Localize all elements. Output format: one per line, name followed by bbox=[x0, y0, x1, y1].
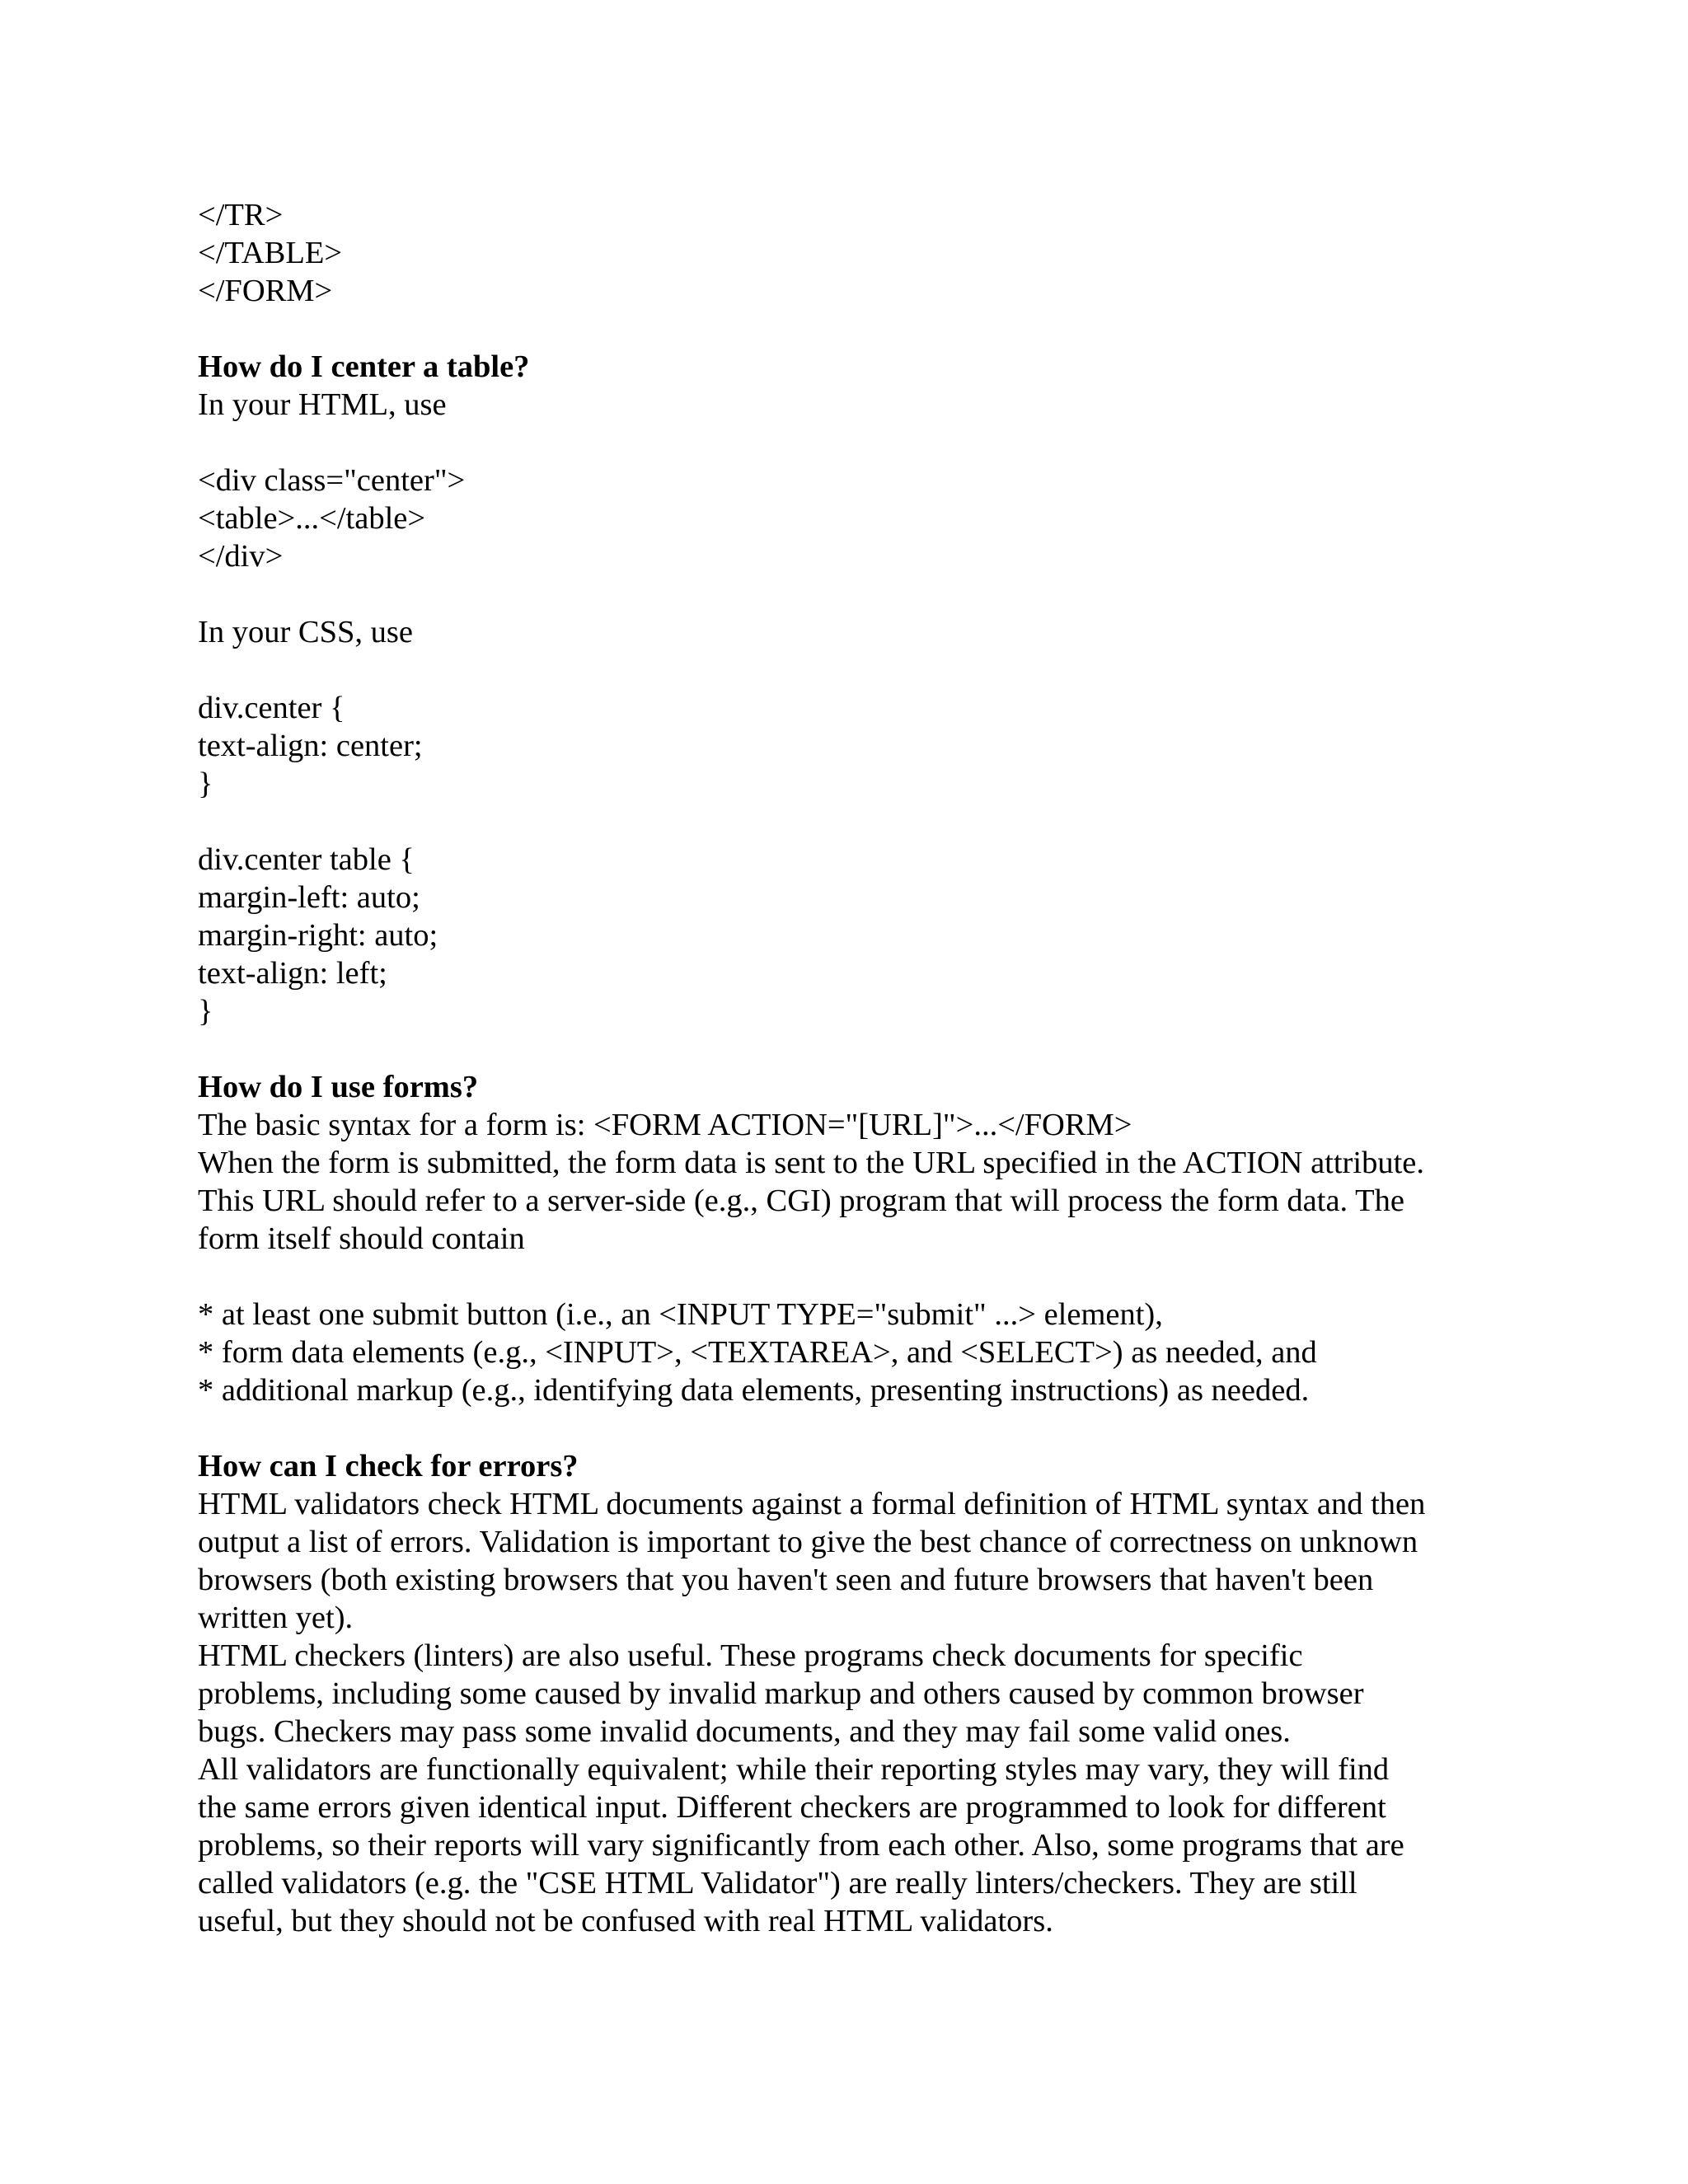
text-line: form itself should contain bbox=[198, 1221, 525, 1256]
section-heading: How do I center a table? bbox=[198, 349, 530, 384]
text-line: problems, so their reports will vary significantly from each other. Also, some programs that are bbox=[198, 1828, 1404, 1863]
code-line: </FORM> bbox=[198, 274, 333, 308]
text-line: HTML checkers (linters) are also useful. These programs check documents for specific bbox=[198, 1638, 1303, 1673]
text-line: output a list of errors. Validation is important to give the best chance of correctness on unknown bbox=[198, 1525, 1418, 1559]
section-check-errors bbox=[198, 1447, 1550, 1940]
text-line: This URL should refer to a server-side (e.g., CGI) program that will process the form data. The bbox=[198, 1183, 1404, 1218]
paragraph-spacer bbox=[198, 1258, 1550, 1296]
code-line: </TR> bbox=[198, 198, 284, 232]
code-line: margin-right: auto; bbox=[198, 918, 438, 953]
section-heading: How do I use forms? bbox=[198, 1070, 479, 1104]
list-item: * additional markup (e.g., identifying data elements, presenting instructions) as needed. bbox=[198, 1373, 1310, 1408]
paragraph-spacer bbox=[198, 651, 1550, 689]
paragraph-spacer bbox=[198, 1409, 1550, 1447]
paragraph-spacer bbox=[198, 803, 1550, 841]
text-line: In your HTML, use bbox=[198, 387, 447, 422]
text-line: When the form is submitted, the form data is sent to the URL specified in the ACTION attribute. bbox=[198, 1146, 1424, 1180]
text-line: The basic syntax for a form is: <FORM ACTION="[URL]">...</FORM> bbox=[198, 1108, 1132, 1142]
section-heading: How can I check for errors? bbox=[198, 1449, 579, 1483]
list-item: * at least one submit button (i.e., an <INPUT TYPE="submit" ...> element), bbox=[198, 1297, 1163, 1332]
text-line: All validators are functionally equivalent; while their reporting styles may vary, they will find bbox=[198, 1752, 1390, 1787]
paragraph-spacer bbox=[198, 575, 1550, 613]
text-line: HTML validators check HTML documents against a formal definition of HTML syntax and then bbox=[198, 1487, 1426, 1521]
code-line: </TABLE> bbox=[198, 236, 343, 270]
code-line: text-align: left; bbox=[198, 956, 387, 991]
code-line: div.center { bbox=[198, 691, 345, 725]
text-line: written yet). bbox=[198, 1601, 354, 1635]
list-item: * form data elements (e.g., <INPUT>, <TEXTAREA>, and <SELECT>) as needed, and bbox=[198, 1335, 1317, 1370]
text-line: browsers (both existing browsers that you haven't seen and future browsers that haven't been bbox=[198, 1563, 1374, 1597]
text-line: the same errors given identical input. Different checkers are programmed to look for different bbox=[198, 1790, 1386, 1825]
section-center-table bbox=[198, 348, 1550, 1030]
code-line: div.center table { bbox=[198, 842, 415, 877]
code-line: </div> bbox=[198, 539, 284, 574]
closing-tags-block bbox=[198, 196, 1550, 310]
document-body bbox=[198, 196, 1550, 1940]
section-use-forms bbox=[198, 1068, 1550, 1409]
text-line: In your CSS, use bbox=[198, 615, 413, 649]
code-line: margin-left: auto; bbox=[198, 880, 420, 915]
text-line: useful, but they should not be confused with real HTML validators. bbox=[198, 1904, 1053, 1938]
paragraph-spacer bbox=[198, 310, 1550, 348]
code-line: <table>...</table> bbox=[198, 501, 426, 536]
text-line: problems, including some caused by invalid markup and others caused by common browser bbox=[198, 1676, 1364, 1711]
code-line: <div class="center"> bbox=[198, 463, 466, 498]
code-line: text-align: center; bbox=[198, 729, 423, 763]
text-line: bugs. Checkers may pass some invalid documents, and they may fail some valid ones. bbox=[198, 1714, 1291, 1749]
code-line: } bbox=[198, 766, 213, 801]
paragraph-spacer bbox=[198, 1030, 1550, 1068]
text-line: called validators (e.g. the "CSE HTML Validator") are really linters/checkers. They are still bbox=[198, 1866, 1357, 1900]
code-line: } bbox=[198, 994, 213, 1029]
paragraph-spacer bbox=[198, 424, 1550, 462]
